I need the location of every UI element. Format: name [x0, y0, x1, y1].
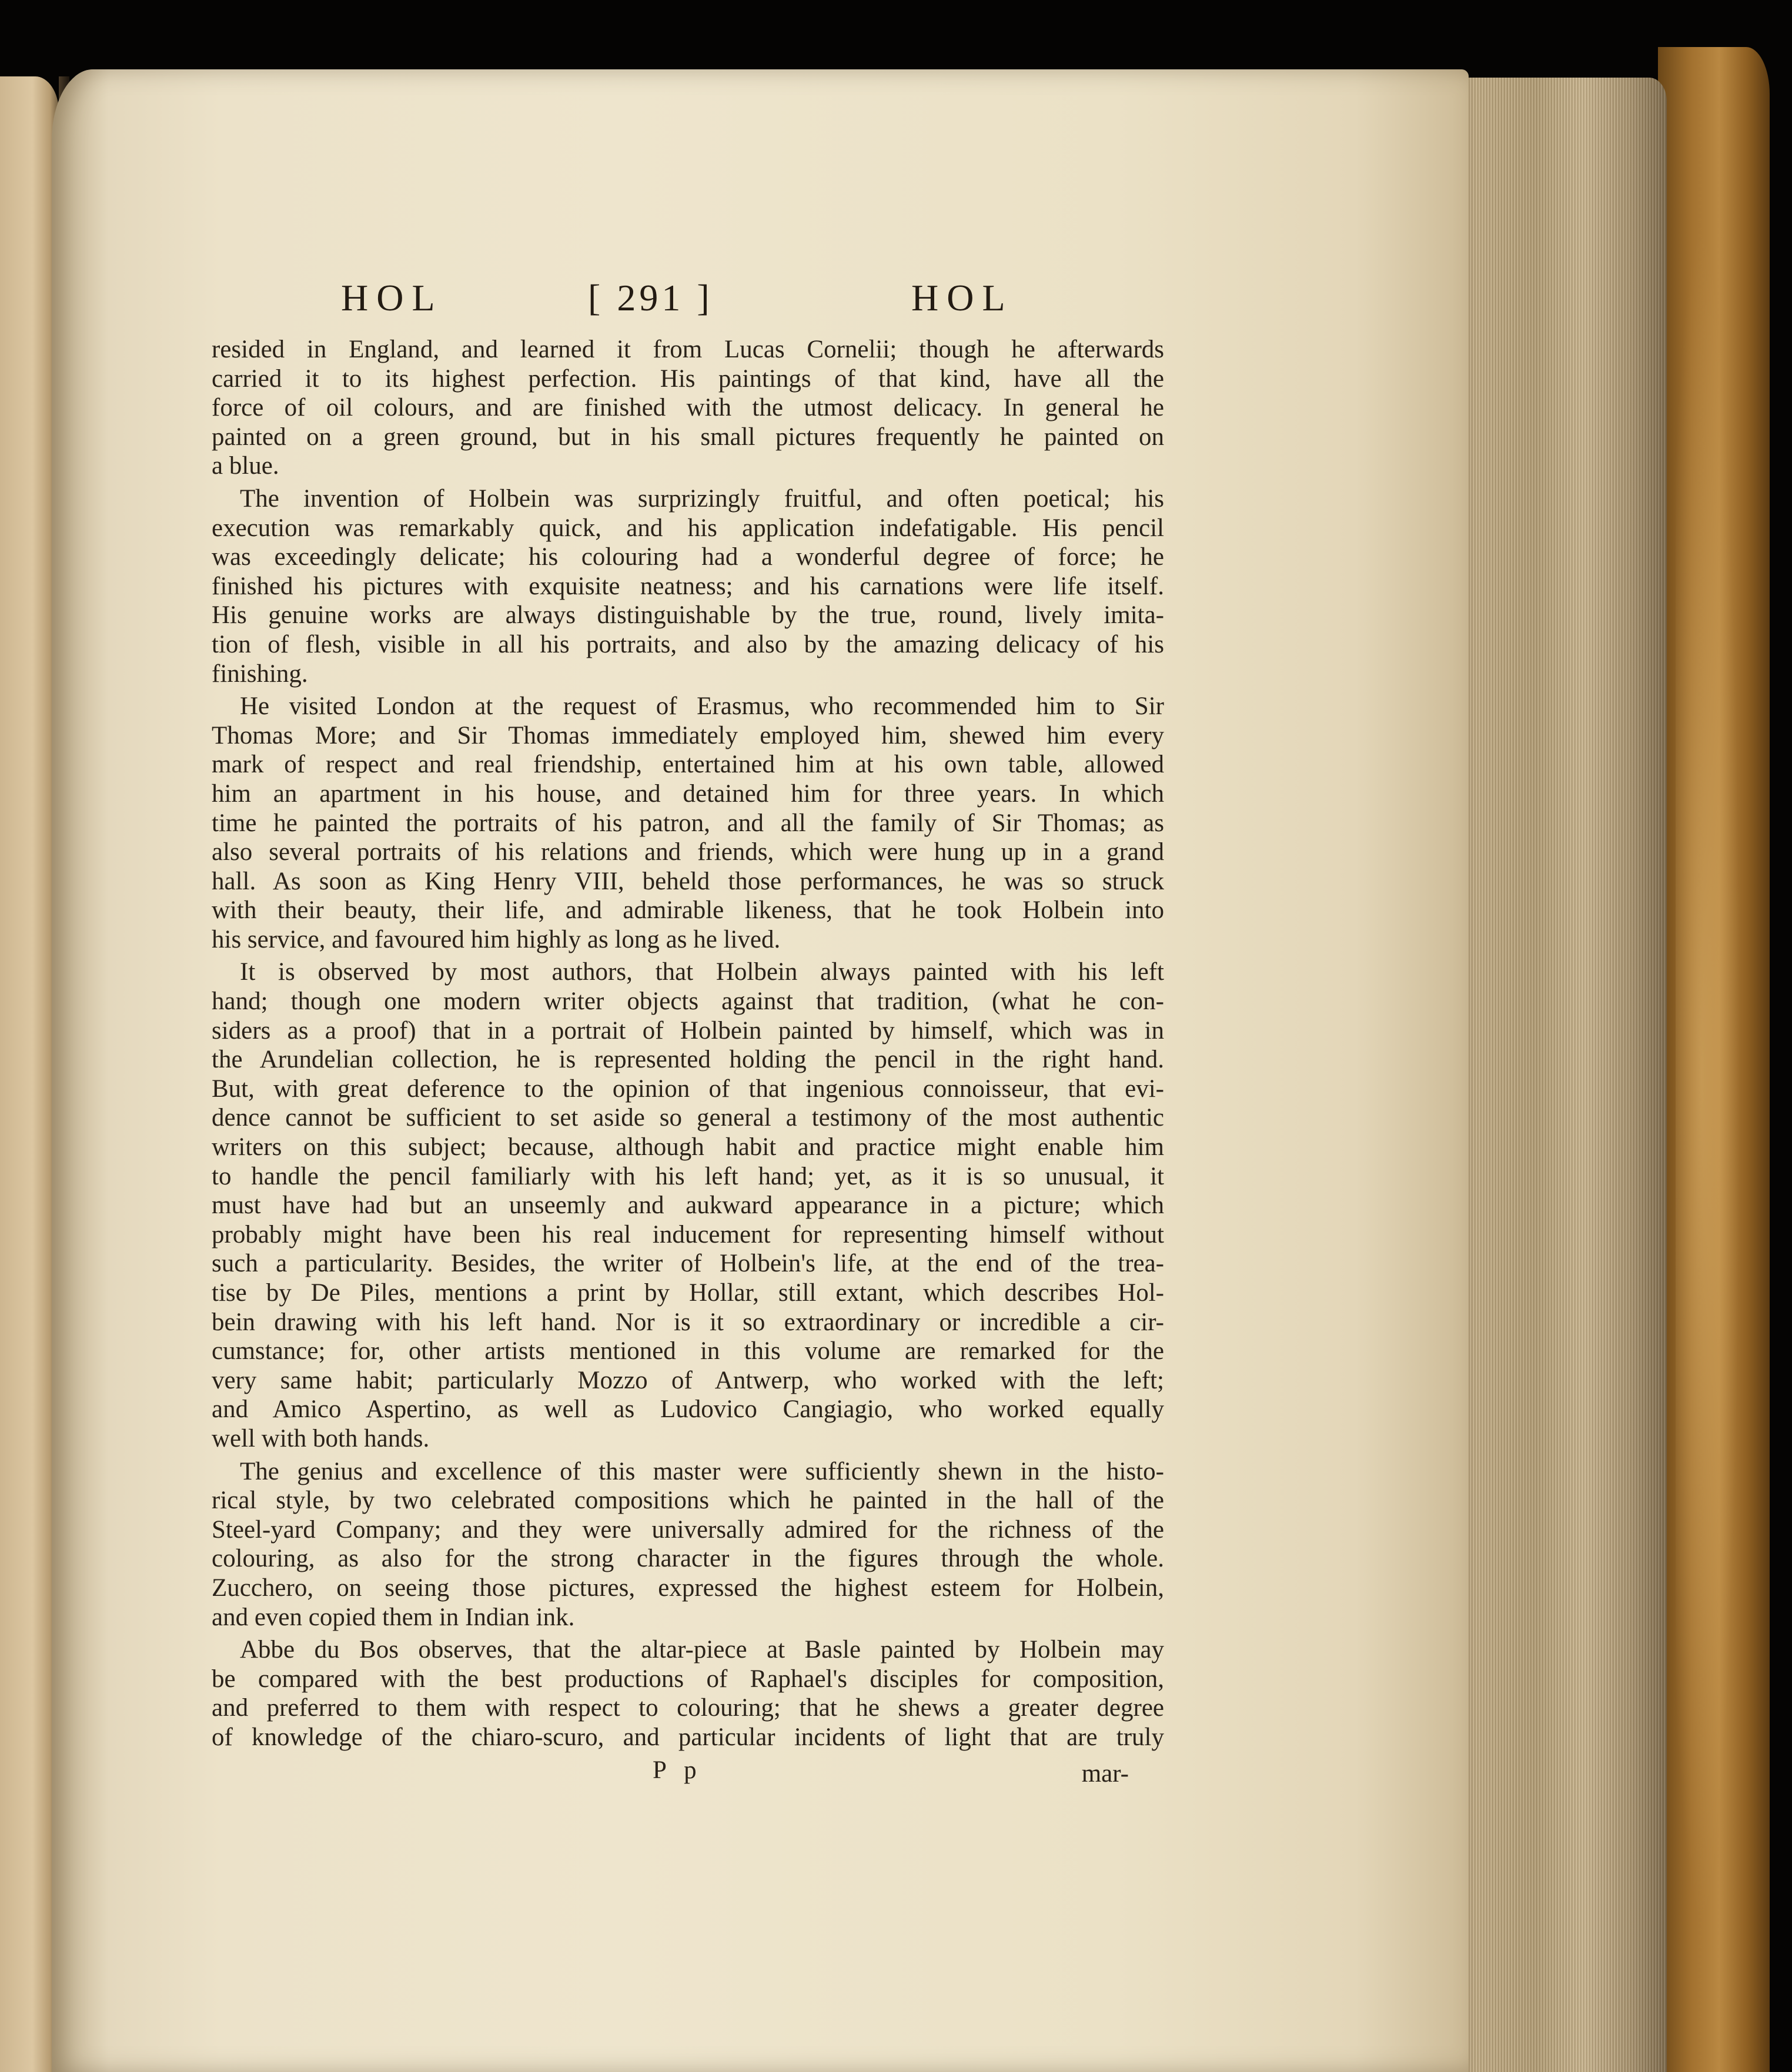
text-line: must have had but an unseemly and aukward appearance in a picture; which [212, 1191, 1164, 1220]
text-line: him an apartment in his house, and detained him for three years. In which [212, 779, 1164, 808]
catchword: mar- [1081, 1759, 1129, 1788]
text-line: The genius and excellence of this master were sufficiently shewn in the histo- [240, 1457, 1164, 1485]
page-footer [212, 1756, 1164, 1791]
text-line: with their beauty, their life, and admirable likeness, that he took Holbein into [212, 896, 1164, 925]
text-line: He visited London at the request of Erasmus, who recommended him to Sir [240, 692, 1164, 721]
leather-binding [1658, 47, 1770, 2072]
text-line: bein drawing with his left hand. Nor is it so extraordinary or incredible a cir- [212, 1308, 1164, 1336]
text-line: carried it to its highest perfection. His paintings of that kind, have all the [212, 364, 1164, 393]
text-line: to handle the pencil familiarly with his left hand; yet, as it is so unusual, it [212, 1162, 1164, 1190]
text-line: Abbe du Bos observes, that the altar-piece at Basle painted by Holbein may [240, 1636, 1164, 1664]
text-line: tise by De Piles, mentions a print by Hollar, still extant, which describes Hol- [212, 1279, 1164, 1307]
paragraph [212, 1457, 1164, 1632]
text-line: The invention of Holbein was surprizingly fruitful, and often poetical; his [240, 484, 1164, 513]
text-line: But, with great deference to the opinion of that ingenious connoisseur, that evi- [212, 1075, 1164, 1103]
paragraph [212, 692, 1164, 954]
text-line: execution was remarkably quick, and his application indefatigable. His pencil [212, 514, 1164, 542]
text-line: and preferred to them with respect to colouring; that he shews a greater degree [212, 1694, 1164, 1722]
running-head-left: HOL [341, 277, 443, 319]
text-block [212, 276, 1164, 1791]
paragraph [212, 1635, 1164, 1752]
text-line: and even copied them in Indian ink. [212, 1603, 575, 1631]
text-line: a blue. [212, 452, 279, 480]
text-line: hand; though one modern writer objects against that tradition, (what he con- [212, 988, 1164, 1016]
running-head-right: HOL [911, 277, 1014, 319]
body-text [212, 335, 1164, 1752]
text-line: well with both hands. [212, 1424, 430, 1452]
text-line: time he painted the portraits of his patron, and all the family of Sir Thomas; as [212, 809, 1164, 837]
text-line: siders as a proof) that in a portrait of Holbein painted by himself, which was in [212, 1016, 1164, 1045]
text-line: resided in England, and learned it from Lucas Cornelii; though he afterwards [212, 336, 1164, 363]
text-line: colouring, as also for the strong character in the figures through the whole. [212, 1545, 1164, 1573]
left-page-edge [0, 76, 59, 2072]
text-line: such a particularity. Besides, the writer of Holbein's life, at the end of the trea- [212, 1250, 1164, 1278]
text-line: finished his pictures with exquisite neatness; and his carnations were life itself. [212, 572, 1164, 600]
text-line: tion of flesh, visible in all his portraits, and also by the amazing delicacy of his [212, 630, 1164, 658]
text-line: Thomas More; and Sir Thomas immediately employed him, shewed him every [212, 721, 1164, 749]
signature-mark: P p [653, 1756, 703, 1784]
text-line: It is observed by most authors, that Holbein always painted with his left [240, 958, 1164, 986]
text-line: of knowledge of the chiaro-scuro, and particular incidents of light that are truly [212, 1723, 1164, 1751]
text-line: the Arundelian collection, he is represented holding the pencil in the right hand. [212, 1046, 1164, 1074]
text-line: very same habit; particularly Mozzo of Antwerp, who worked with the left; [212, 1366, 1164, 1394]
text-line: hall. As soon as King Henry VIII, beheld those performances, he was so struck [212, 867, 1164, 895]
text-line: Zucchero, on seeing those pictures, expressed the highest esteem for Holbein, [212, 1574, 1164, 1602]
text-line: cumstance; for, other artists mentioned in this volume are remarked for the [212, 1337, 1164, 1365]
text-line: painted on a green ground, but in his small pictures frequently he painted on [212, 423, 1164, 451]
text-line: his service, and favoured him highly as long as he lived. [212, 925, 781, 953]
paragraph [212, 484, 1164, 688]
paragraph [212, 335, 1164, 481]
text-line: Steel-yard Company; and they were universally admired for the richness of the [212, 1515, 1164, 1544]
text-line: and Amico Aspertino, as well as Ludovico Cangiagio, who worked equally [212, 1395, 1164, 1424]
text-line: His genuine works are always distinguishable by the true, round, lively imita- [212, 601, 1164, 630]
text-line: was exceedingly delicate; his colouring had a wonderful degree of force; he [212, 543, 1164, 571]
text-line: probably might have been his real inducement for representing himself without [212, 1220, 1164, 1248]
running-head [212, 276, 1164, 335]
text-line: mark of respect and real friendship, entertained him at his own table, allowed [212, 751, 1164, 779]
text-line: writers on this subject; because, although habit and practice might enable him [212, 1133, 1164, 1161]
text-line: rical style, by two celebrated compositions which he painted in the hall of the [212, 1487, 1164, 1515]
text-line: also several portraits of his relations and friends, which were hung up in a grand [212, 838, 1164, 866]
paragraph [212, 958, 1164, 1453]
text-line: force of oil colours, and are finished with the utmost delicacy. In general he [212, 394, 1164, 422]
text-line: finishing. [212, 660, 308, 688]
page-number: [ 291 ] [588, 277, 713, 319]
text-line: be compared with the best productions of Raphael's disciples for composition, [212, 1665, 1164, 1693]
text-line: dence cannot be sufficient to set aside so general a testimony of the most authentic [212, 1104, 1164, 1132]
